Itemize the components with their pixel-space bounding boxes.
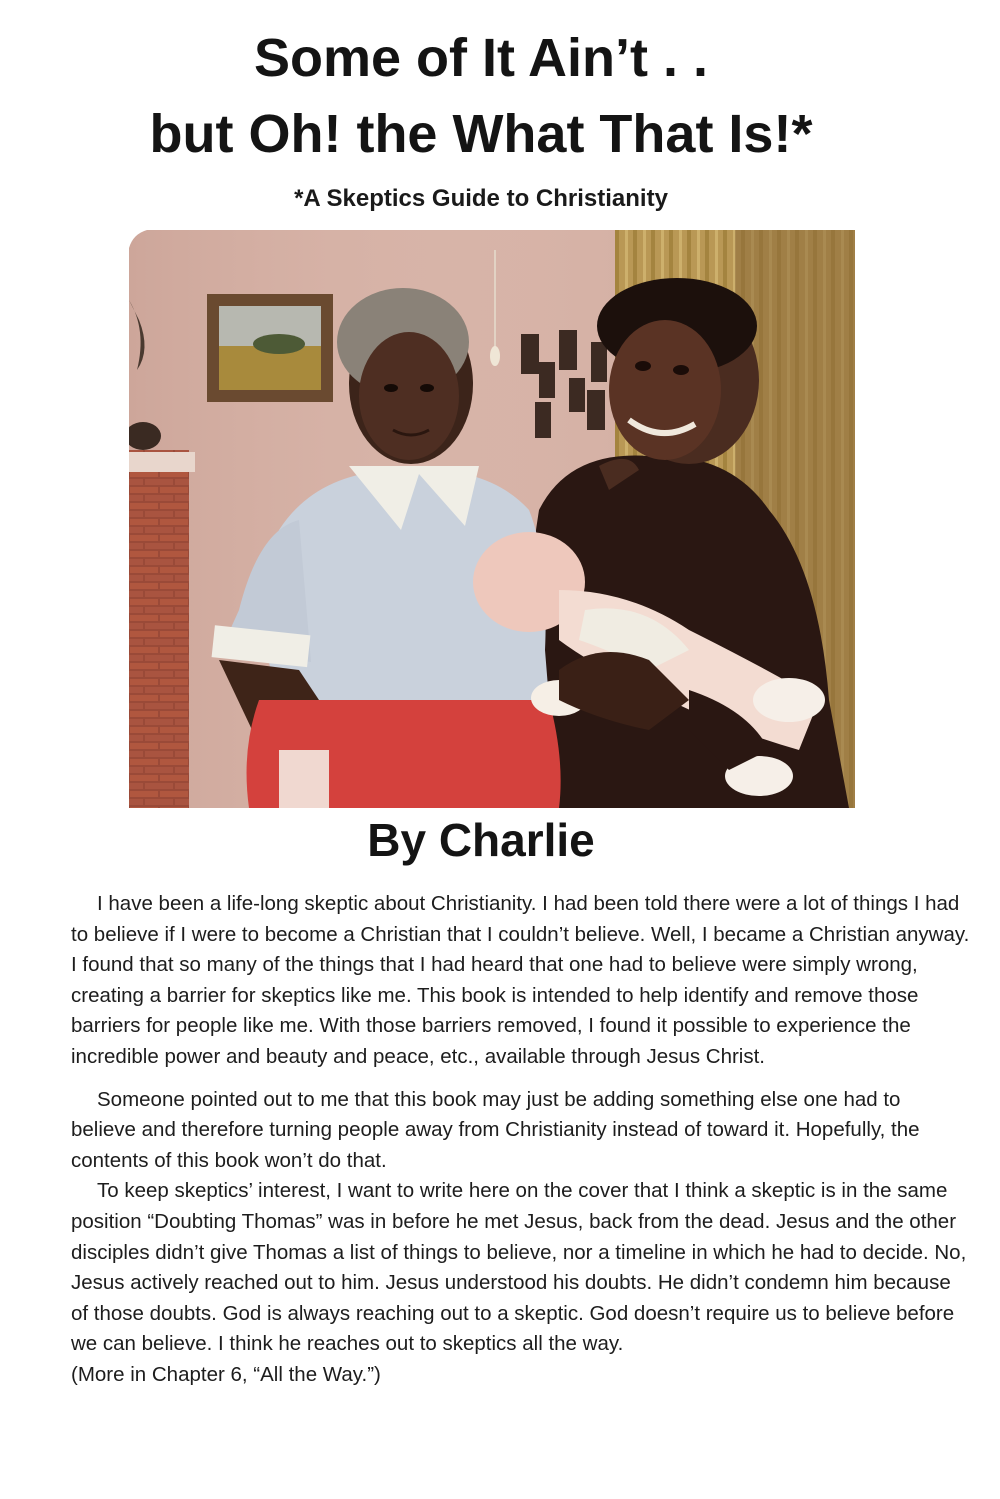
cover-photo [129,230,855,808]
cover-blurb [71,889,971,1391]
blurb-paragraph: To keep skeptics’ interest, I want to write here on the cover that I think a skeptic is in the same position “Doubting Thomas” was in before he met Jesus, back from the dead. Jesus and the other disciples didn’t give Thomas a list of things to believe, nor a timeline in which he had to decide. No, Jesus actively reached out to him. Jesus understood his doubts. He didn’t condemn him because of those doubts. God is always reaching out to a skeptic. God doesn’t require us to believe before we can believe. I think he reaches out to skeptics all the way. [71,1179,967,1356]
blurb-chapter-reference: (More in Chapter 6, “All the Way.”) [71,1362,381,1386]
cover-title-line1: Some of It Ain’t . . [254,28,708,88]
blurb-paragraph: I have been a life-long skeptic about Christianity. I had been told there were a lot of things I had to believe if I were to become a Christian that I couldn’t believe. Well, I became a Christian anyway. I found that so many of the things that I had heard that one had to believe were simply wrong, creating a barrier for skeptics like me. This book is intended to help identify and remove those barriers for people like me. With those barriers removed, I found it possible to experience the incredible power and beauty and peace, etc., available through Jesus Christ. [71,892,970,1068]
author-byline: By Charlie [367,814,595,866]
photo-fireplace [129,450,189,808]
blurb-paragraph: Someone pointed out to me that this book may just be adding something else one had to believe and therefore turning people away from Christianity instead of toward it. Hopefully, the contents of this book won’t do that. [71,1087,920,1172]
cover-title-line2: but Oh! the What That Is!* [149,104,813,164]
cover-subtitle: *A Skeptics Guide to Christianity [294,185,668,212]
